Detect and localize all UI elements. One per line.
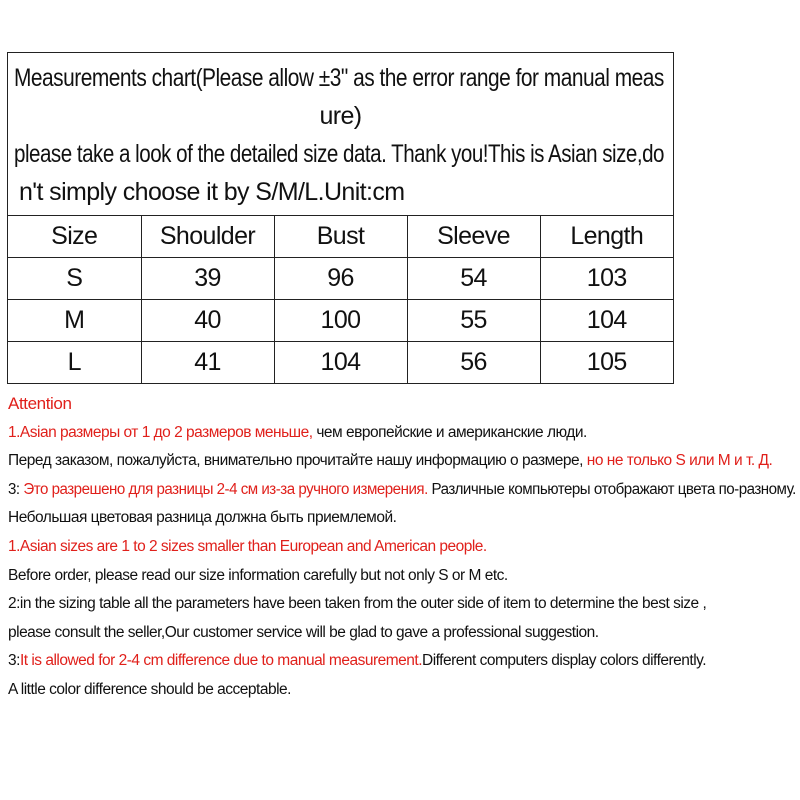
- note-en-5-red: It is allowed for 2-4 cm difference due to manual measurement.: [19, 652, 423, 670]
- table-row: [8, 258, 673, 300]
- table-cell: M: [8, 300, 141, 342]
- note-ru-4-black: Небольшая цветовая разница должна быть приемлемой.: [8, 509, 397, 527]
- table-cell: 56: [407, 342, 540, 384]
- note-ru-2: [8, 447, 798, 476]
- table-cell: 104: [274, 342, 407, 384]
- note-ru-1-red: 1.Asian размеры от 1 до 2 размеров меньше,: [8, 423, 313, 441]
- note-en-1: [8, 533, 798, 562]
- table-cell: 41: [141, 342, 274, 384]
- table-cell: 105: [540, 342, 673, 384]
- note-en-3-black: 2:in the sizing table all the parameters have been taken from the outer side of item to determine the best size ,: [8, 595, 707, 613]
- header-line-2: please take a look of the detailed size data. Thank you!This is Asian size,do: [14, 140, 664, 168]
- column-header: Size: [8, 216, 141, 258]
- table-cell: 54: [407, 258, 540, 300]
- attention-heading: Attention: [8, 394, 72, 413]
- table-cell: L: [8, 342, 141, 384]
- header-line-2-wrap: n't simply choose it by S/M/L.Unit:cm: [19, 178, 405, 206]
- note-en-5-black: 3:: [8, 652, 20, 670]
- table-row: [8, 300, 673, 342]
- note-ru-3-black-2: Различные компьютеры отображают цвета по-разному.: [427, 480, 796, 498]
- column-header: Bust: [274, 216, 407, 258]
- note-ru-3-red: Это разрешено для разницы 2-4 см из-за ручного измерения.: [19, 480, 428, 498]
- note-ru-1-black: чем европейские и американские люди.: [312, 423, 587, 441]
- table-cell: 40: [141, 300, 274, 342]
- note-en-5-black-2: Different computers display colors differently.: [422, 652, 707, 670]
- note-en-6: [8, 676, 798, 705]
- note-ru-2-red: но не только S или M и т. Д.: [582, 452, 773, 470]
- header-line-1-wrap: ure): [319, 102, 362, 130]
- note-en-6-black: A little color difference should be acceptable.: [8, 680, 291, 698]
- note-en-2-black: Before order, please read our size information carefully but not only S or M etc.: [8, 566, 508, 584]
- chart-header: [8, 53, 673, 216]
- note-en-3: [8, 590, 798, 619]
- note-ru-3: [8, 476, 796, 505]
- header-line-1: Measurements chart(Please allow ±3" as the error range for manual meas: [14, 64, 664, 92]
- table-cell: 103: [540, 258, 673, 300]
- table-header-row: [8, 216, 673, 258]
- note-ru-2-black: Перед заказом, пожалуйста, внимательно прочитайте нашу информацию о размере,: [8, 452, 583, 470]
- note-en-4-black: please consult the seller,Our customer service will be glad to gave a professional suggestion.: [8, 623, 599, 641]
- table-cell: 104: [540, 300, 673, 342]
- table-cell: 96: [274, 258, 407, 300]
- column-header: Sleeve: [407, 216, 540, 258]
- notes-section: [8, 390, 798, 705]
- note-en-5: [8, 647, 798, 676]
- column-header: Shoulder: [141, 216, 274, 258]
- note-ru-4: [8, 504, 798, 533]
- note-ru-1: [8, 419, 798, 448]
- column-header: Length: [540, 216, 673, 258]
- note-ru-3-black: 3:: [8, 480, 20, 498]
- table-cell: 100: [274, 300, 407, 342]
- note-en-1-red: 1.Asian sizes are 1 to 2 sizes smaller than European and American people.: [8, 537, 487, 555]
- size-chart: [7, 52, 674, 384]
- size-table: [8, 216, 673, 383]
- table-cell: S: [8, 258, 141, 300]
- table-cell: 39: [141, 258, 274, 300]
- note-en-2: [8, 562, 798, 591]
- note-en-4: [8, 619, 798, 648]
- table-cell: 55: [407, 300, 540, 342]
- table-row: [8, 342, 673, 384]
